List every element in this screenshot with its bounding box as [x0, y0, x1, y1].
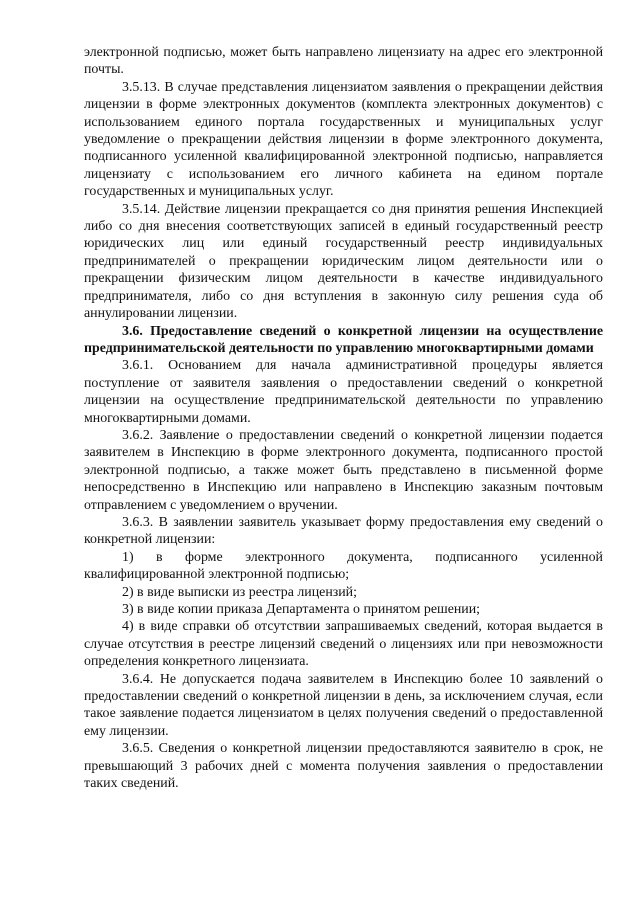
list-item-2: 2) в виде выписки из реестра лицензий;	[122, 584, 357, 600]
paragraph-3-5-13: 3.5.13. В случае представления лицензиатом заявления о прекращении действия лицензии в форме электронных документов (комплекта электронных документов) с использованием единого портала государственных и муниципальных услуг уведомление о прекращении действия лицензии в форме электронного документа, подписанного усиленной квалифицированной электронной подписью, направляется лицензиату с использованием его личного кабинета на едином портале государственных и муниципальных услуг.	[84, 79, 603, 200]
list-item-3: 3) в виде копии приказа Департамента о принятом решении;	[122, 602, 481, 617]
paragraph-3-6-2: 3.6.2. Заявление о предоставлении сведений о конкретной лицензии подается заявителем в Инспекцию в форме электронного документа, подписанного простой электронной подписью, а также может быть представлено в письменной форме непосредственно в Инспекцию или направлено в Инспекцию заказным почтовым отправлением с уведомлением о вручении.	[84, 427, 603, 513]
paragraph-3-6-3: 3.6.3. В заявлении заявитель указывает форму предоставления ему сведений о конкретной лицензии:	[84, 514, 603, 548]
document-page	[84, 44, 603, 792]
paragraph-3-5-14: 3.5.14. Действие лицензии прекращается со дня принятия решения Инспекцией либо со дня внесения соответствующих записей в единый государственный реестр юридических лиц или единый государственный реестр индивидуальных предпринимателей о прекращении юридическим лицом деятельности или о прекращении физическим лицом деятельности в качестве индивидуального предпринимателя, либо со дня вступления в законную силу решения суда об аннулировании лицензии.	[84, 201, 603, 322]
paragraph-continuation: электронной подписью, может быть направлено лицензиату на адрес его электронной почты.	[84, 45, 603, 78]
paragraph-3-6-1: 3.6.1. Основанием для начала административной процедуры является поступление от заявителя заявления о предоставлении сведений о конкретной лицензии на осуществление предпринимательской деятельности по управлению многоквартирными домами.	[84, 358, 603, 426]
list-item-4: 4) в виде справки об отсутствии запрашиваемых сведений, которая выдается в случае отсутствия в реестре лицензий сведений о лицензиях или при невозможности определения конкретного лицензиата.	[84, 619, 603, 670]
list-item-1: 1) в форме электронного документа, подписанного усиленной квалифицированной электронной подписью;	[84, 549, 603, 583]
section-heading-3-6: 3.6. Предоставление сведений о конкретной лицензии на осуществление предпринимательской деятельности по управлению многоквартирными домами	[84, 323, 603, 356]
paragraph-3-6-5: 3.6.5. Сведения о конкретной лицензии предоставляются заявителю в срок, не превышающий 3 рабочих дней с момента получения заявления о предоставлении таких сведений.	[84, 741, 603, 792]
paragraph-3-6-4: 3.6.4. Не допускается подача заявителем в Инспекцию более 10 заявлений о предоставлении сведений о конкретной лицензии в день, за исключением случая, если такое заявление подается лицензиатом в целях получения сведений о предоставленной ему лицензии.	[84, 671, 603, 739]
